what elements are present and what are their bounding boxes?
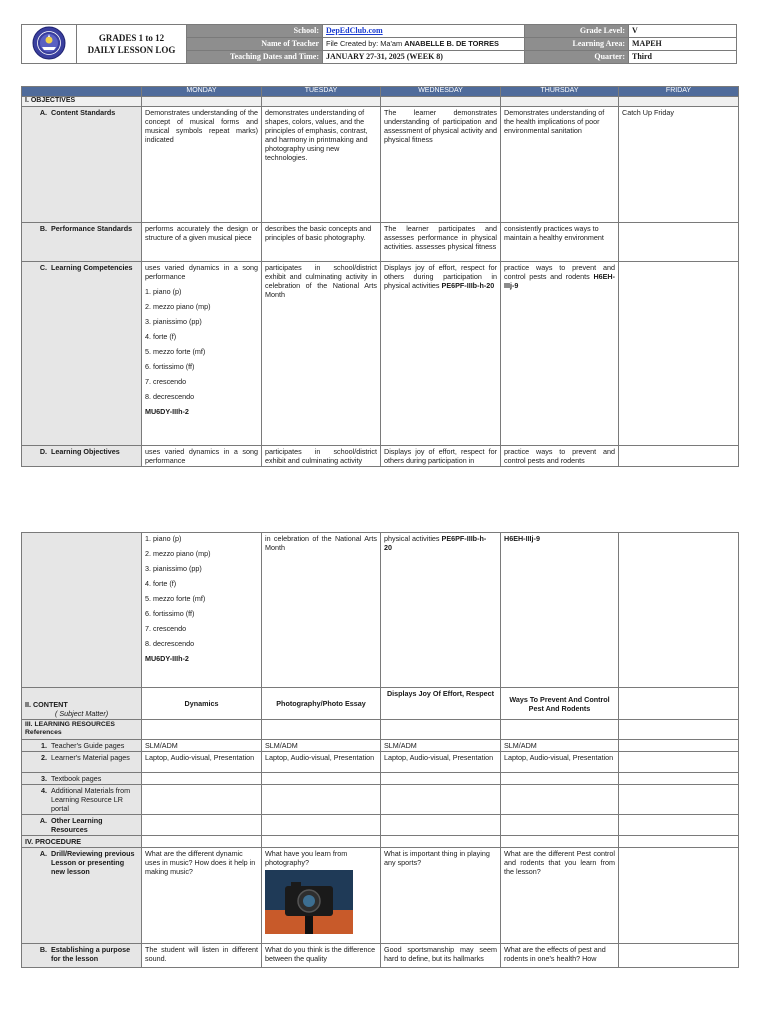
learning-objectives-tuesday: participates in school/district exhibit and culminating activity	[262, 445, 381, 466]
learning-objectives-label: D. Learning Objectives	[22, 445, 142, 466]
purpose-monday: The student will listen in different sound.	[142, 943, 262, 967]
grade-level-label: Grade Level:	[525, 25, 629, 38]
quarter-value: Third	[629, 51, 737, 64]
textbook-label: 3. Textbook pages	[22, 772, 142, 784]
learning-objectives-monday-cont	[142, 533, 262, 688]
learning-competencies-thursday: practice ways to prevent and control pests and rodents H6EH-IIIj-9	[501, 261, 619, 445]
content-tuesday: Photography/Photo Essay	[262, 688, 381, 720]
performance-standards-monday: performs accurately the design or structure of a given musical piece	[142, 222, 262, 261]
performance-standards-label: B. Performance Standards	[22, 222, 142, 261]
seal-icon	[32, 26, 66, 60]
learners-material-monday: Laptop, Audio-visual, Presentation	[142, 751, 262, 772]
teachers-guide-monday: SLM/ADM	[142, 739, 262, 751]
other-resources-label: A. Other Learning Resources	[22, 814, 142, 835]
dates-value: JANUARY 27-31, 2025 (WEEK 8)	[323, 51, 525, 64]
camera-photo-image	[265, 870, 353, 934]
dynamics-item: 7. crescendo	[145, 624, 187, 633]
objective-code: MU6DY-IIIh-2	[145, 654, 189, 663]
title-line-2: DAILY LESSON LOG	[87, 45, 176, 55]
objectives-section: I. OBJECTIVES	[22, 96, 142, 106]
day-header-tuesday: TUESDAY	[262, 87, 381, 97]
learning-objectives-monday: uses varied dynamics in a song performance	[142, 445, 262, 466]
dynamics-item: 1. piano (p)	[145, 534, 182, 543]
drill-review-label: A. Drill/Reviewing previous Lesson or presenting new lesson	[22, 847, 142, 943]
school-link[interactable]: DepEdClub.com	[326, 26, 383, 35]
learning-objectives-thursday: practice ways to prevent and control pests and rodents	[501, 445, 619, 466]
header-table	[21, 24, 737, 64]
learning-objectives-wednesday-cont: physical activities PE6PF-IIIb-h- 20	[381, 533, 501, 688]
dynamics-item: 4. forte (f)	[145, 579, 177, 588]
dynamics-item: 7. crescendo	[145, 376, 187, 386]
learning-competencies-label: C. Learning Competencies	[22, 261, 142, 445]
content-thursday: Ways To Prevent And Control Pest And Rodents	[501, 688, 619, 720]
drill-review-monday: What are the different dynamic uses in music? How does it help in making music?	[142, 847, 262, 943]
dynamics-item: 6. fortissimo (ff)	[145, 609, 195, 618]
teacher-label: Name of Teacher	[187, 38, 323, 51]
day-header-thursday: THURSDAY	[501, 87, 619, 97]
drill-review-thursday: What are the different Pest control and rodents that you learn from the lesson?	[501, 847, 619, 943]
learning-area-value: MAPEH	[629, 38, 737, 51]
teachers-guide-thursday: SLM/ADM	[501, 739, 619, 751]
content-standards-monday: Demonstrates understanding of the concept of musical forms and musical symbols repeat marks) indicated	[142, 106, 262, 222]
additional-materials-label: 4. Additional Materials from Learning Resource LR portal	[22, 784, 142, 814]
content-label: II. CONTENT ( Subject Matter)	[22, 688, 142, 720]
learning-area-label: Learning Area:	[525, 38, 629, 51]
content-standards-label: A. Content Standards	[22, 106, 142, 222]
day-header-friday: FRIDAY	[619, 87, 739, 97]
teachers-guide-tuesday: SLM/ADM	[262, 739, 381, 751]
dynamics-item: 5. mezzo forte (mf)	[145, 594, 206, 603]
content-monday: Dynamics	[142, 688, 262, 720]
dynamics-item: 8. decrescendo	[145, 639, 195, 648]
dynamics-item: 3. pianissimo (pp)	[145, 564, 202, 573]
dates-label: Teaching Dates and Time:	[187, 51, 323, 64]
purpose-thursday: What are the effects of pest and rodents in one's health? How	[501, 943, 619, 967]
purpose-wednesday: Good sportsmanship may seem hard to define, but its hallmarks	[381, 943, 501, 967]
learners-material-label: 2. Learner's Material pages	[22, 751, 142, 772]
learning-objectives-wednesday: Displays joy of effort, respect for others during participation in	[381, 445, 501, 466]
performance-standards-tuesday: describes the basic concepts and principles of basic photography.	[262, 222, 381, 261]
learning-resources-label: III. LEARNING RESOURCES References	[22, 720, 142, 740]
performance-standards-thursday: consistently practices ways to maintain a healthy environment	[501, 222, 619, 261]
school-value[interactable]	[323, 25, 525, 38]
school-label: School:	[187, 25, 323, 38]
teachers-guide-wednesday: SLM/ADM	[381, 739, 501, 751]
purpose-label: B. Establishing a purpose for the lesson	[22, 943, 142, 967]
teacher-name: ANABELLE B. DE TORRES	[404, 39, 499, 49]
competency-code: MU6DY-IIIh-2	[145, 406, 189, 416]
content-standards-thursday: Demonstrates understanding of the health implications of poor environmental sanitation	[501, 106, 619, 222]
teacher-prefix: File Created by: Ma'am	[326, 39, 403, 49]
dynamics-item: 6. fortissimo (ff)	[145, 361, 195, 371]
learning-objectives-tuesday-cont: in celebration of the National Arts Month	[262, 533, 381, 688]
day-header-wednesday: WEDNESDAY	[381, 87, 501, 97]
drill-review-wednesday: What is important thing in playing any sports?	[381, 847, 501, 943]
learning-competencies-wednesday: Displays joy of effort, respect for others during participation in physical activities PE6PF-IIIb-h-20	[381, 261, 501, 445]
performance-standards-wednesday: The learner participates and assesses performance in physical activities. assesses physical fitness	[381, 222, 501, 261]
learners-material-thursday: Laptop, Audio-visual, Presentation	[501, 751, 619, 772]
dynamics-item: 2. mezzo piano (mp)	[145, 301, 211, 311]
teachers-guide-label: 1. Teacher's Guide pages	[22, 739, 142, 751]
learners-material-tuesday: Laptop, Audio-visual, Presentation	[262, 751, 381, 772]
deped-seal-logo	[22, 25, 77, 64]
dynamics-item: 5. mezzo forte (mf)	[145, 346, 206, 356]
grade-level-value: V	[629, 25, 737, 38]
dynamics-item: 8. decrescendo	[145, 391, 195, 401]
dynamics-item: 2. mezzo piano (mp)	[145, 549, 211, 558]
purpose-tuesday: What do you think is the difference between the quality	[262, 943, 381, 967]
drill-review-tuesday: What have you learn from photography?	[262, 847, 381, 943]
learning-objectives-thursday-cont: H6EH-IIIj-9	[501, 533, 619, 688]
learning-competencies-monday: uses varied dynamics in a song performance 1. piano (p) 2. mezzo piano (mp) 3. pianissimo (pp) 4. forte (f) 5. mezzo forte (mf) 6. fortissimo (ff) 7. crescendo 8. decrescendo MU6DY-IIIh-2	[142, 261, 262, 445]
content-standards-wednesday: The learner demonstrates understanding of participation and assessment of physical activity and physical fitness	[381, 106, 501, 222]
content-wednesday: Displays Joy Of Effort, Respect	[381, 688, 501, 720]
lesson-table-page-1	[21, 86, 739, 467]
quarter-label: Quarter:	[525, 51, 629, 64]
title-line-1: GRADES 1 to 12	[98, 32, 165, 43]
learners-material-wednesday: Laptop, Audio-visual, Presentation	[381, 751, 501, 772]
teacher-value	[323, 38, 525, 51]
dynamics-item: 3. pianissimo (pp)	[145, 316, 202, 326]
dynamics-item: 1. piano (p)	[145, 286, 182, 296]
procedure-section: IV. PROCEDURE	[22, 835, 142, 847]
day-header-blank	[22, 87, 142, 97]
lesson-table-page-2	[21, 532, 739, 968]
content-standards-friday: Catch Up Friday	[619, 106, 739, 222]
learning-competencies-tuesday: participates in school/district exhibit and culminating activity in celebration of the National Arts Month	[262, 261, 381, 445]
content-standards-tuesday: demonstrates understanding of shapes, colors, values, and the principles of emphasis, contrast, and harmony in printmaking and photography using new technologies.	[262, 106, 381, 222]
document-title	[77, 25, 187, 64]
objectives-continued-label	[22, 533, 142, 688]
day-header-monday: MONDAY	[142, 87, 262, 97]
dynamics-item: 4. forte (f)	[145, 331, 177, 341]
